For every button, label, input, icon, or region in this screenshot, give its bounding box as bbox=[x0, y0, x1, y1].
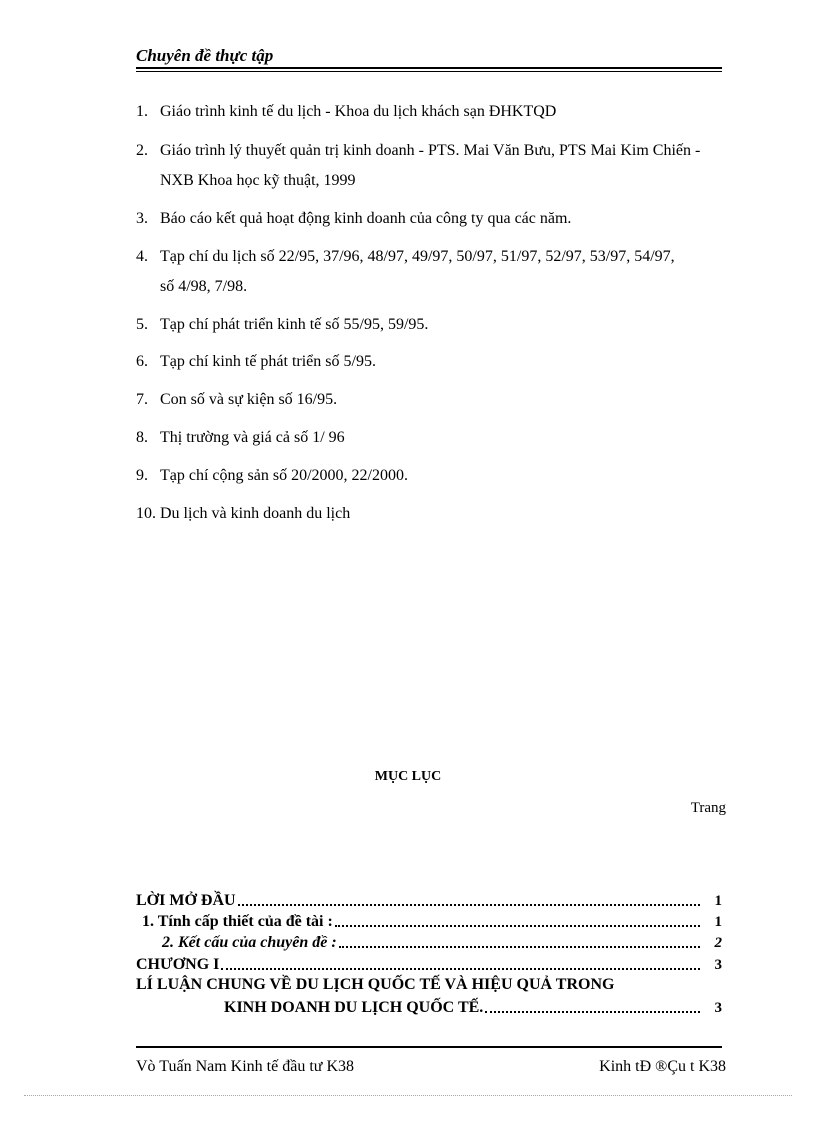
reference-item bbox=[136, 310, 722, 340]
reference-text: Báo cáo kết quả hoạt động kinh doanh của công ty qua các năm. bbox=[160, 210, 572, 227]
reference-item bbox=[136, 136, 722, 196]
reference-text: Du lịch và kinh doanh du lịch bbox=[160, 505, 351, 522]
reference-item bbox=[136, 242, 722, 302]
toc-entry-page: 1 bbox=[714, 914, 722, 930]
reference-number: 4. bbox=[136, 248, 148, 265]
reference-number: 5. bbox=[136, 316, 148, 333]
reference-text: Thị trường và giá cả số 1/ 96 bbox=[160, 429, 345, 446]
reference-number: 10. bbox=[136, 505, 156, 522]
toc-entry-label: 2. Kết cấu của chuyên đề : bbox=[162, 934, 337, 951]
header-rule-thick bbox=[136, 67, 722, 69]
footer-right-text: Kinh tÐ ®Çu t K38 bbox=[599, 1058, 726, 1075]
toc-entry bbox=[136, 932, 722, 952]
reference-number: 2. bbox=[136, 142, 148, 159]
toc-entry bbox=[136, 954, 722, 974]
toc-entry-label: LỜI MỞ ĐẦU bbox=[136, 892, 236, 909]
toc-chapter-heading: LÍ LUẬN CHUNG VỀ DU LỊCH QUỐC TẾ VÀ HIỆU QUẢ TRONG bbox=[136, 976, 615, 993]
toc-entry-page: 3 bbox=[714, 957, 722, 973]
toc-leader-dots bbox=[238, 890, 700, 906]
reference-item bbox=[136, 499, 722, 529]
toc-entry-page: 2 bbox=[714, 935, 722, 951]
reference-text: Tạp chí kinh tế phát triển số 5/95. bbox=[160, 353, 376, 370]
reference-item bbox=[136, 461, 722, 491]
toc-leader-dots bbox=[335, 911, 700, 927]
footer-rule bbox=[136, 1046, 722, 1048]
reference-text: Tạp chí du lịch số 22/95, 37/96, 48/97, 49/97, 50/97, 51/97, 52/97, 53/97, 54/97, số 4/98, 7/98. bbox=[160, 248, 675, 295]
reference-item bbox=[136, 385, 722, 415]
reference-item bbox=[136, 204, 722, 234]
toc-leader-dots bbox=[221, 954, 700, 970]
toc-leader-dots bbox=[339, 932, 700, 948]
reference-text: Tạp chí phát triển kinh tế số 55/95, 59/95. bbox=[160, 316, 429, 333]
toc-entry-label: CHƯƠNG I bbox=[136, 956, 220, 973]
reference-text: Tạp chí cộng sản số 20/2000, 22/2000. bbox=[160, 467, 408, 484]
toc-entry-label: KINH DOANH DU LỊCH QUỐC TẾ. bbox=[224, 999, 484, 1016]
reference-number: 7. bbox=[136, 391, 148, 408]
reference-number: 9. bbox=[136, 467, 148, 484]
reference-text: Giáo trình lý thuyết quản trị kinh doanh - PTS. Mai Văn Bưu, PTS Mai Kim Chiến - NXB Khoa học kỹ thuật, 1999 bbox=[160, 142, 701, 189]
reference-text: Giáo trình kinh tế du lịch - Khoa du lịch khách sạn ĐHKTQD bbox=[160, 103, 557, 120]
reference-item bbox=[136, 97, 722, 127]
page-bottom-dotted-border bbox=[24, 1095, 792, 1096]
toc-entry-page: 1 bbox=[714, 893, 722, 909]
toc-entry bbox=[136, 890, 722, 910]
toc-entry bbox=[136, 997, 722, 1017]
reference-number: 6. bbox=[136, 353, 148, 370]
reference-item bbox=[136, 347, 722, 377]
reference-item bbox=[136, 423, 722, 453]
toc-leader-dots bbox=[485, 997, 700, 1013]
toc-title: MỤC LỤC bbox=[374, 769, 442, 784]
toc-page-label: Trang bbox=[690, 800, 726, 816]
header-title: Chuyên đề thực tập bbox=[136, 46, 274, 65]
footer-left-text: Vò Tuấn Nam Kinh tế đầu tư K38 bbox=[136, 1058, 354, 1075]
toc-entry-page: 3 bbox=[714, 1000, 722, 1016]
reference-text: Con số và sự kiện số 16/95. bbox=[160, 391, 338, 408]
toc-entry-label: 1. Tính cấp thiết của đề tài : bbox=[142, 913, 333, 930]
reference-number: 3. bbox=[136, 210, 148, 227]
toc-entry bbox=[136, 911, 722, 931]
header-rule-thin bbox=[136, 71, 722, 72]
reference-number: 1. bbox=[136, 103, 148, 120]
reference-number: 8. bbox=[136, 429, 148, 446]
